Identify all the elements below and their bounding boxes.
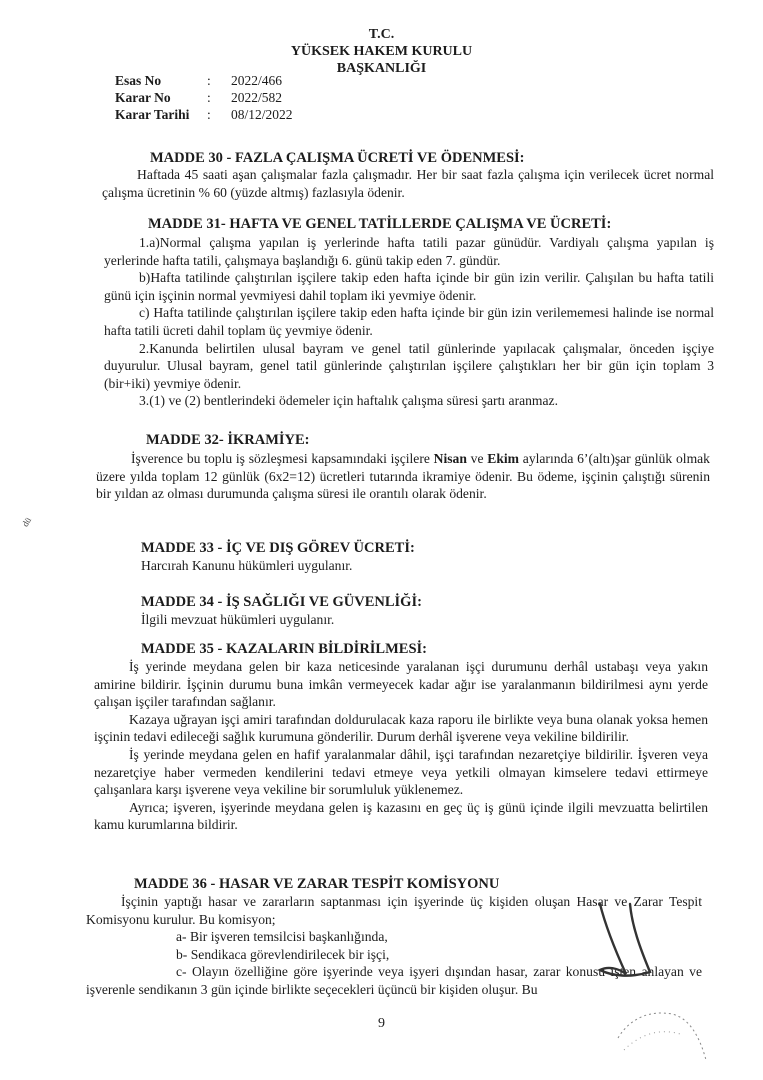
article-36-item-c: c- Olayın özelliğine göre işyerinde veya işyeri dışından hasar, zarar konusu işten anlayan ve işverenle sendikanın 3 gün içinde birlikte seçecekleri üçüncü bir kişiden oluşur. Bu xyxy=(86,964,702,997)
article-31-paragraph-1: 1.a)Normal çalışma yapılan iş yerlerinde hafta tatili pazar günüdür. Vardiyalı çalışma yapılan iş yerlerinde hafta tatili, çalışmaya başlandığı 6. günü takip eden 7. gündür. xyxy=(104,235,714,268)
case-info xyxy=(115,72,293,123)
article-31-paragraph-2: b)Hafta tatilinde çalıştırılan işçilere takip eden hafta içinde bir gün izin verilir. Çalışılan bu hafta tatili günü için işçinin normal yevmiyesi dahil toplam iki yevmiye ödenir. xyxy=(104,270,714,303)
article-30-body xyxy=(102,166,714,201)
article-31-paragraph-4: 2.Kanunda belirtilen ulusal bayram ve genel tatil günlerinde yapılacak çalışmalar, önceden işçiye duyurulur. Ulusal bayram, genel tatil günlerinde çalıştırılan işçilere çalıştıkları her bir gün için toplam 3 (bir+iki) yevmiye ödenir. xyxy=(104,340,714,391)
article-34-title: MADDE 34 - İŞ SAĞLIĞI VE GÜVENLİĞİ: xyxy=(141,594,422,610)
header-presidency: BAŞKANLIĞI xyxy=(336,61,427,76)
article-32-body xyxy=(96,450,710,503)
month-april: Nisan xyxy=(433,451,467,466)
decision-date-row: Karar Tarihi : 08/12/2022 xyxy=(115,107,293,122)
article-35-paragraph-4: Ayrıca; işveren, işyerinde meydana gelen iş kazasını en geç üç iş günü içinde ilgili mevzuatta belirtilen kamu kurumlarına bildirir. xyxy=(94,799,708,833)
article-35-paragraph-1: İş yerinde meydana gelen bir kaza neticesinde yaralanan işçi durumunu derhâl ustabaşı veya yakın amirine bildirir. İşçinin durumu buna imkân vermeyecek kadar ağır ise yaralanmanın bildirilmesi aynı yerde çalışan işçiler tarafından sağlanır. xyxy=(94,659,708,710)
article-32-paragraph: İşverence bu toplu iş sözleşmesi kapsamındaki işçilere Nisan ve Ekim aylarında 6’(altı)şar günlük olmak üzere yılda toplam 12 günlük (6x2=12) ücretleri tutarında ikramiye ödenir. Bu ödeme, işçinin çalıştığı sürenin bir yıldan az olması durumunda çalışma süresi ile orantılı olarak ödenir. xyxy=(96,451,710,502)
article-32-title: MADDE 32- İKRAMİYE: xyxy=(146,432,310,448)
handwritten-signature xyxy=(560,888,760,1078)
article-36-paragraph: İşçinin yaptığı hasar ve zararların saptanması için işyerinde üç kişiden oluşan Hasar ve Zarar Tespit Komisyonu kurulur. Bu komisyon; xyxy=(86,894,702,927)
article-30-title: MADDE 30 - FAZLA ÇALIŞMA ÜCRETİ VE ÖDENMESİ: xyxy=(150,150,525,166)
article-30-paragraph: Haftada 45 saati aşan çalışmalar fazla çalışmadır. Her bir saat fazla çalışma için verilecek ücret normal çalışma ücretinin % 60 (yüzde altmış) fazlasıyla ödenir. xyxy=(102,167,714,200)
article-31-paragraph-5: 3.(1) ve (2) bentlerindeki ödemeler için haftalık çalışma süresi şartı aranmaz. xyxy=(139,393,558,409)
case-number-row: Esas No : 2022/466 xyxy=(115,73,283,88)
decision-date-label: Karar Tarihi xyxy=(115,107,190,122)
article-33-body xyxy=(141,557,701,575)
article-36-item-b: b- Sendikaca görevlendirilecek bir işçi, xyxy=(176,946,390,962)
article-33-paragraph: Harcırah Kanunu hükümleri uygulanır. xyxy=(141,558,353,573)
case-number-label: Esas No xyxy=(115,73,162,88)
article-35-paragraph-3: İş yerinde meydana gelen en hafif yaralanmalar dâhil, işçi tarafından nezaretçiye bildirilir. İşveren veya nezaretçiye haber vermeden kendilerini tedavi etmeye veya yetkili olmayan kimselere tedavi ettirmeye çalışanlara karşı işverene veya vekiline bir sorumluluk yüklenemez. xyxy=(94,746,708,798)
article-31-paragraph-3: c) Hafta tatilinde çalıştırılan işçilere takip eden hafta içinde bir gün izin verilememesi halinde ise normal hafta tatili ücreti dahil toplam üç yevmiye ödenir. xyxy=(104,305,714,338)
article-35-body xyxy=(94,658,708,834)
decision-number-row: Karar No : 2022/582 xyxy=(115,90,283,105)
month-october: Ekim xyxy=(487,451,520,466)
article-34-paragraph: İlgili mevzuat hükümleri uygulanır. xyxy=(141,612,335,627)
margin-mark: dü xyxy=(19,515,34,529)
header-tc: T.C. xyxy=(368,27,395,42)
article-36-item-a: a- Bir işveren temsilcisi başkanlığında, xyxy=(176,929,388,945)
decision-number-value: 2022/582 xyxy=(231,90,283,105)
case-number-value: 2022/466 xyxy=(231,73,283,88)
header-institution: YÜKSEK HAKEM KURULU xyxy=(290,44,473,59)
article-31-title: MADDE 31- HAFTA VE GENEL TATİLLERDE ÇALIŞMA VE ÜCRETİ: xyxy=(148,216,612,232)
article-33-title: MADDE 33 - İÇ VE DIŞ GÖREV ÜCRETİ: xyxy=(141,540,415,556)
article-34-body xyxy=(141,611,701,629)
article-36-title: MADDE 36 - HASAR VE ZARAR TESPİT KOMİSYONU xyxy=(134,876,500,892)
decision-date-value: 08/12/2022 xyxy=(231,107,293,122)
article-35-title: MADDE 35 - KAZALARIN BİLDİRİLMESİ: xyxy=(141,641,427,657)
decision-number-label: Karar No xyxy=(115,90,171,105)
article-31-body xyxy=(104,234,714,410)
page-number: 9 xyxy=(378,1016,385,1031)
article-35-paragraph-2: Kazaya uğrayan işçi amiri tarafından doldurulacak kaza raporu ile birlikte veya buna olanak yoksa hemen işçinin tedavi edileceği sağlık kurumuna gönderilir. Durum derhâl işverene veya vekiline bildirilir. xyxy=(94,711,708,745)
